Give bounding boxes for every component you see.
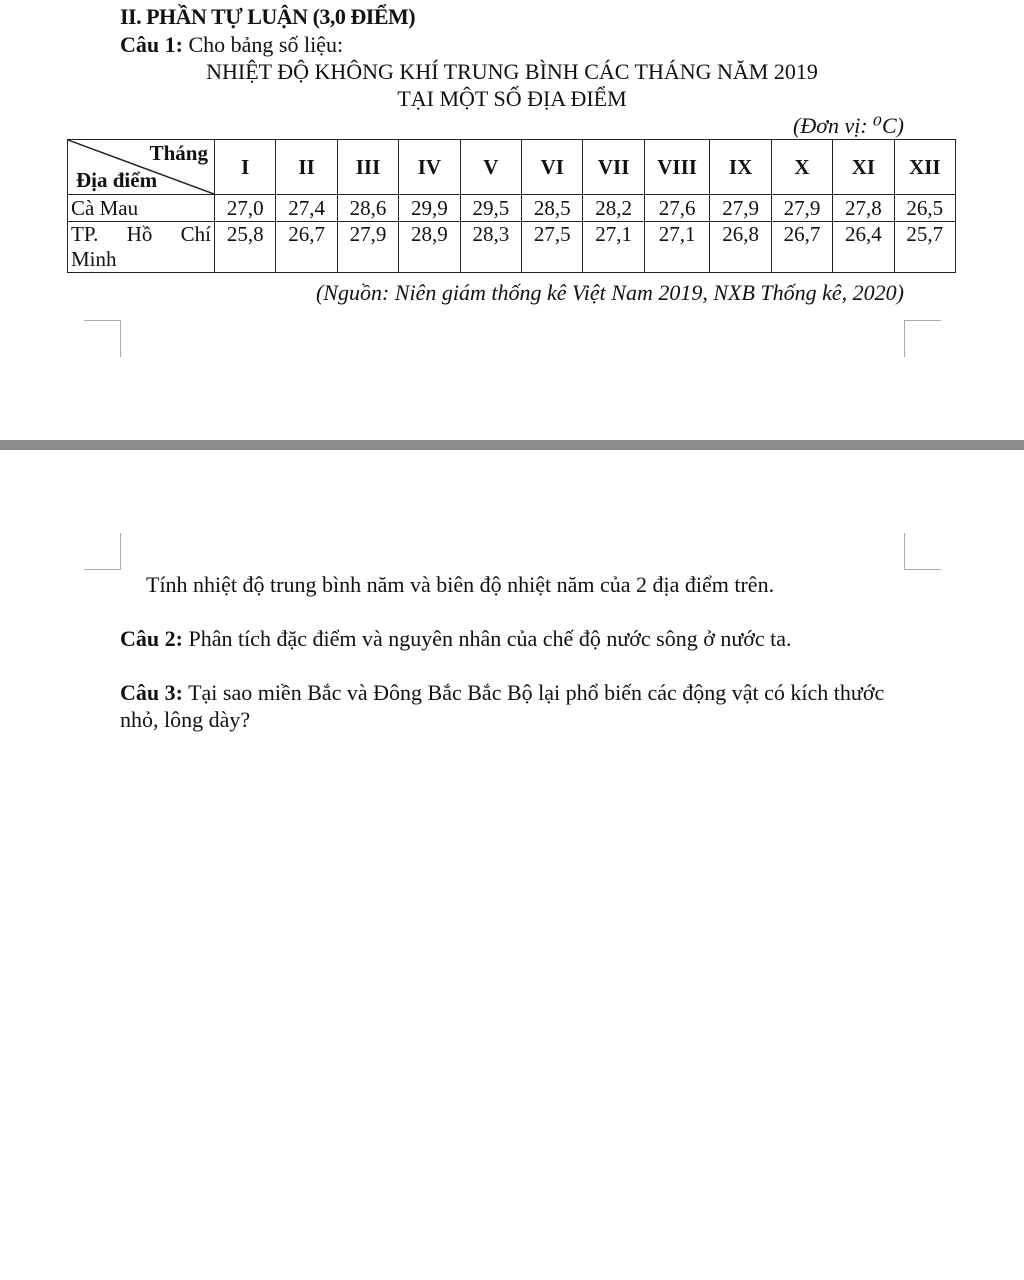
value-cell: 28,6 (337, 195, 398, 222)
crop-mark-bottom-right (904, 320, 941, 357)
question-1-text: Cho bảng số liệu: (188, 32, 344, 57)
place-line-1 (71, 222, 211, 247)
value-cell: 27,8 (833, 195, 894, 222)
month-header: VII (583, 140, 644, 195)
value-cell: 27,9 (337, 222, 398, 273)
question-1-label: Câu 1: (120, 32, 183, 57)
month-header: VIII (644, 140, 710, 195)
temperature-table (67, 139, 956, 273)
unit-label: (Đơn vị: ⁰C) (793, 113, 904, 138)
corner-month-label: Tháng (149, 141, 208, 165)
month-header: IV (399, 140, 460, 195)
value-cell: 27,6 (644, 195, 710, 222)
place-cell: Cà Mau (68, 195, 215, 222)
place-line-2: Minh (71, 247, 117, 271)
place-word: Hồ (126, 222, 153, 246)
month-header: XI (833, 140, 894, 195)
value-cell: 27,1 (583, 222, 644, 273)
value-cell: 28,3 (460, 222, 521, 273)
value-cell: 27,9 (771, 195, 832, 222)
crop-mark-top-right (904, 533, 941, 570)
month-header: IX (710, 140, 771, 195)
question-2-text: Phân tích đặc điểm và nguyên nhân của chế độ nước sông ở nước ta. (188, 626, 792, 651)
month-header: X (771, 140, 832, 195)
value-cell: 29,9 (399, 195, 460, 222)
place-cell (68, 222, 215, 273)
month-header: V (460, 140, 521, 195)
value-cell: 28,2 (583, 195, 644, 222)
value-cell: 26,7 (276, 222, 337, 273)
question-3 (120, 679, 904, 733)
value-cell: 27,0 (215, 195, 276, 222)
value-cell: 25,7 (894, 222, 955, 273)
question-3-text: Tại sao miền Bắc và Đông Bắc Bắc Bộ lại phổ biến các động vật có kích thước nhỏ, lông dày? (120, 680, 885, 732)
page-separator (0, 440, 1024, 450)
value-cell: 28,9 (399, 222, 460, 273)
place-word: TP. (71, 222, 99, 246)
month-header: I (215, 140, 276, 195)
table-row (68, 222, 956, 273)
crop-mark-bottom-left (84, 320, 121, 357)
question-2 (120, 625, 904, 652)
value-cell: 26,4 (833, 222, 894, 273)
table-title-line-1: NHIỆT ĐỘ KHÔNG KHÍ TRUNG BÌNH CÁC THÁNG NĂM 2019 (206, 59, 818, 84)
month-header: III (337, 140, 398, 195)
value-cell: 26,7 (771, 222, 832, 273)
value-cell: 26,8 (710, 222, 771, 273)
value-cell: 27,4 (276, 195, 337, 222)
corner-place-label: Địa điểm (76, 168, 158, 192)
value-cell: 27,1 (644, 222, 710, 273)
table-title-line-2: TẠI MỘT SỐ ĐỊA ĐIỂM (397, 86, 627, 111)
crop-mark-top-left (84, 533, 121, 570)
month-header: II (276, 140, 337, 195)
question-3-label: Câu 3: (120, 680, 183, 705)
question-1-task: Tính nhiệt độ trung bình năm và biên độ nhiệt năm của 2 địa điểm trên. (146, 572, 775, 597)
place-word: Chí (180, 222, 211, 246)
value-cell: 29,5 (460, 195, 521, 222)
section-heading: II. PHẦN TỰ LUẬN (3,0 ĐIỂM) (120, 4, 416, 29)
table-row (68, 195, 956, 222)
value-cell: 27,9 (710, 195, 771, 222)
value-cell: 28,5 (522, 195, 583, 222)
value-cell: 26,5 (894, 195, 955, 222)
month-header: XII (894, 140, 955, 195)
question-2-label: Câu 2: (120, 626, 183, 651)
table-source: (Nguồn: Niên giám thống kê Việt Nam 2019, NXB Thống kê, 2020) (315, 280, 904, 305)
value-cell: 25,8 (215, 222, 276, 273)
table-corner-header (68, 140, 215, 195)
month-header: VI (522, 140, 583, 195)
question-1-intro (120, 32, 343, 58)
table-header-row (68, 140, 956, 195)
value-cell: 27,5 (522, 222, 583, 273)
